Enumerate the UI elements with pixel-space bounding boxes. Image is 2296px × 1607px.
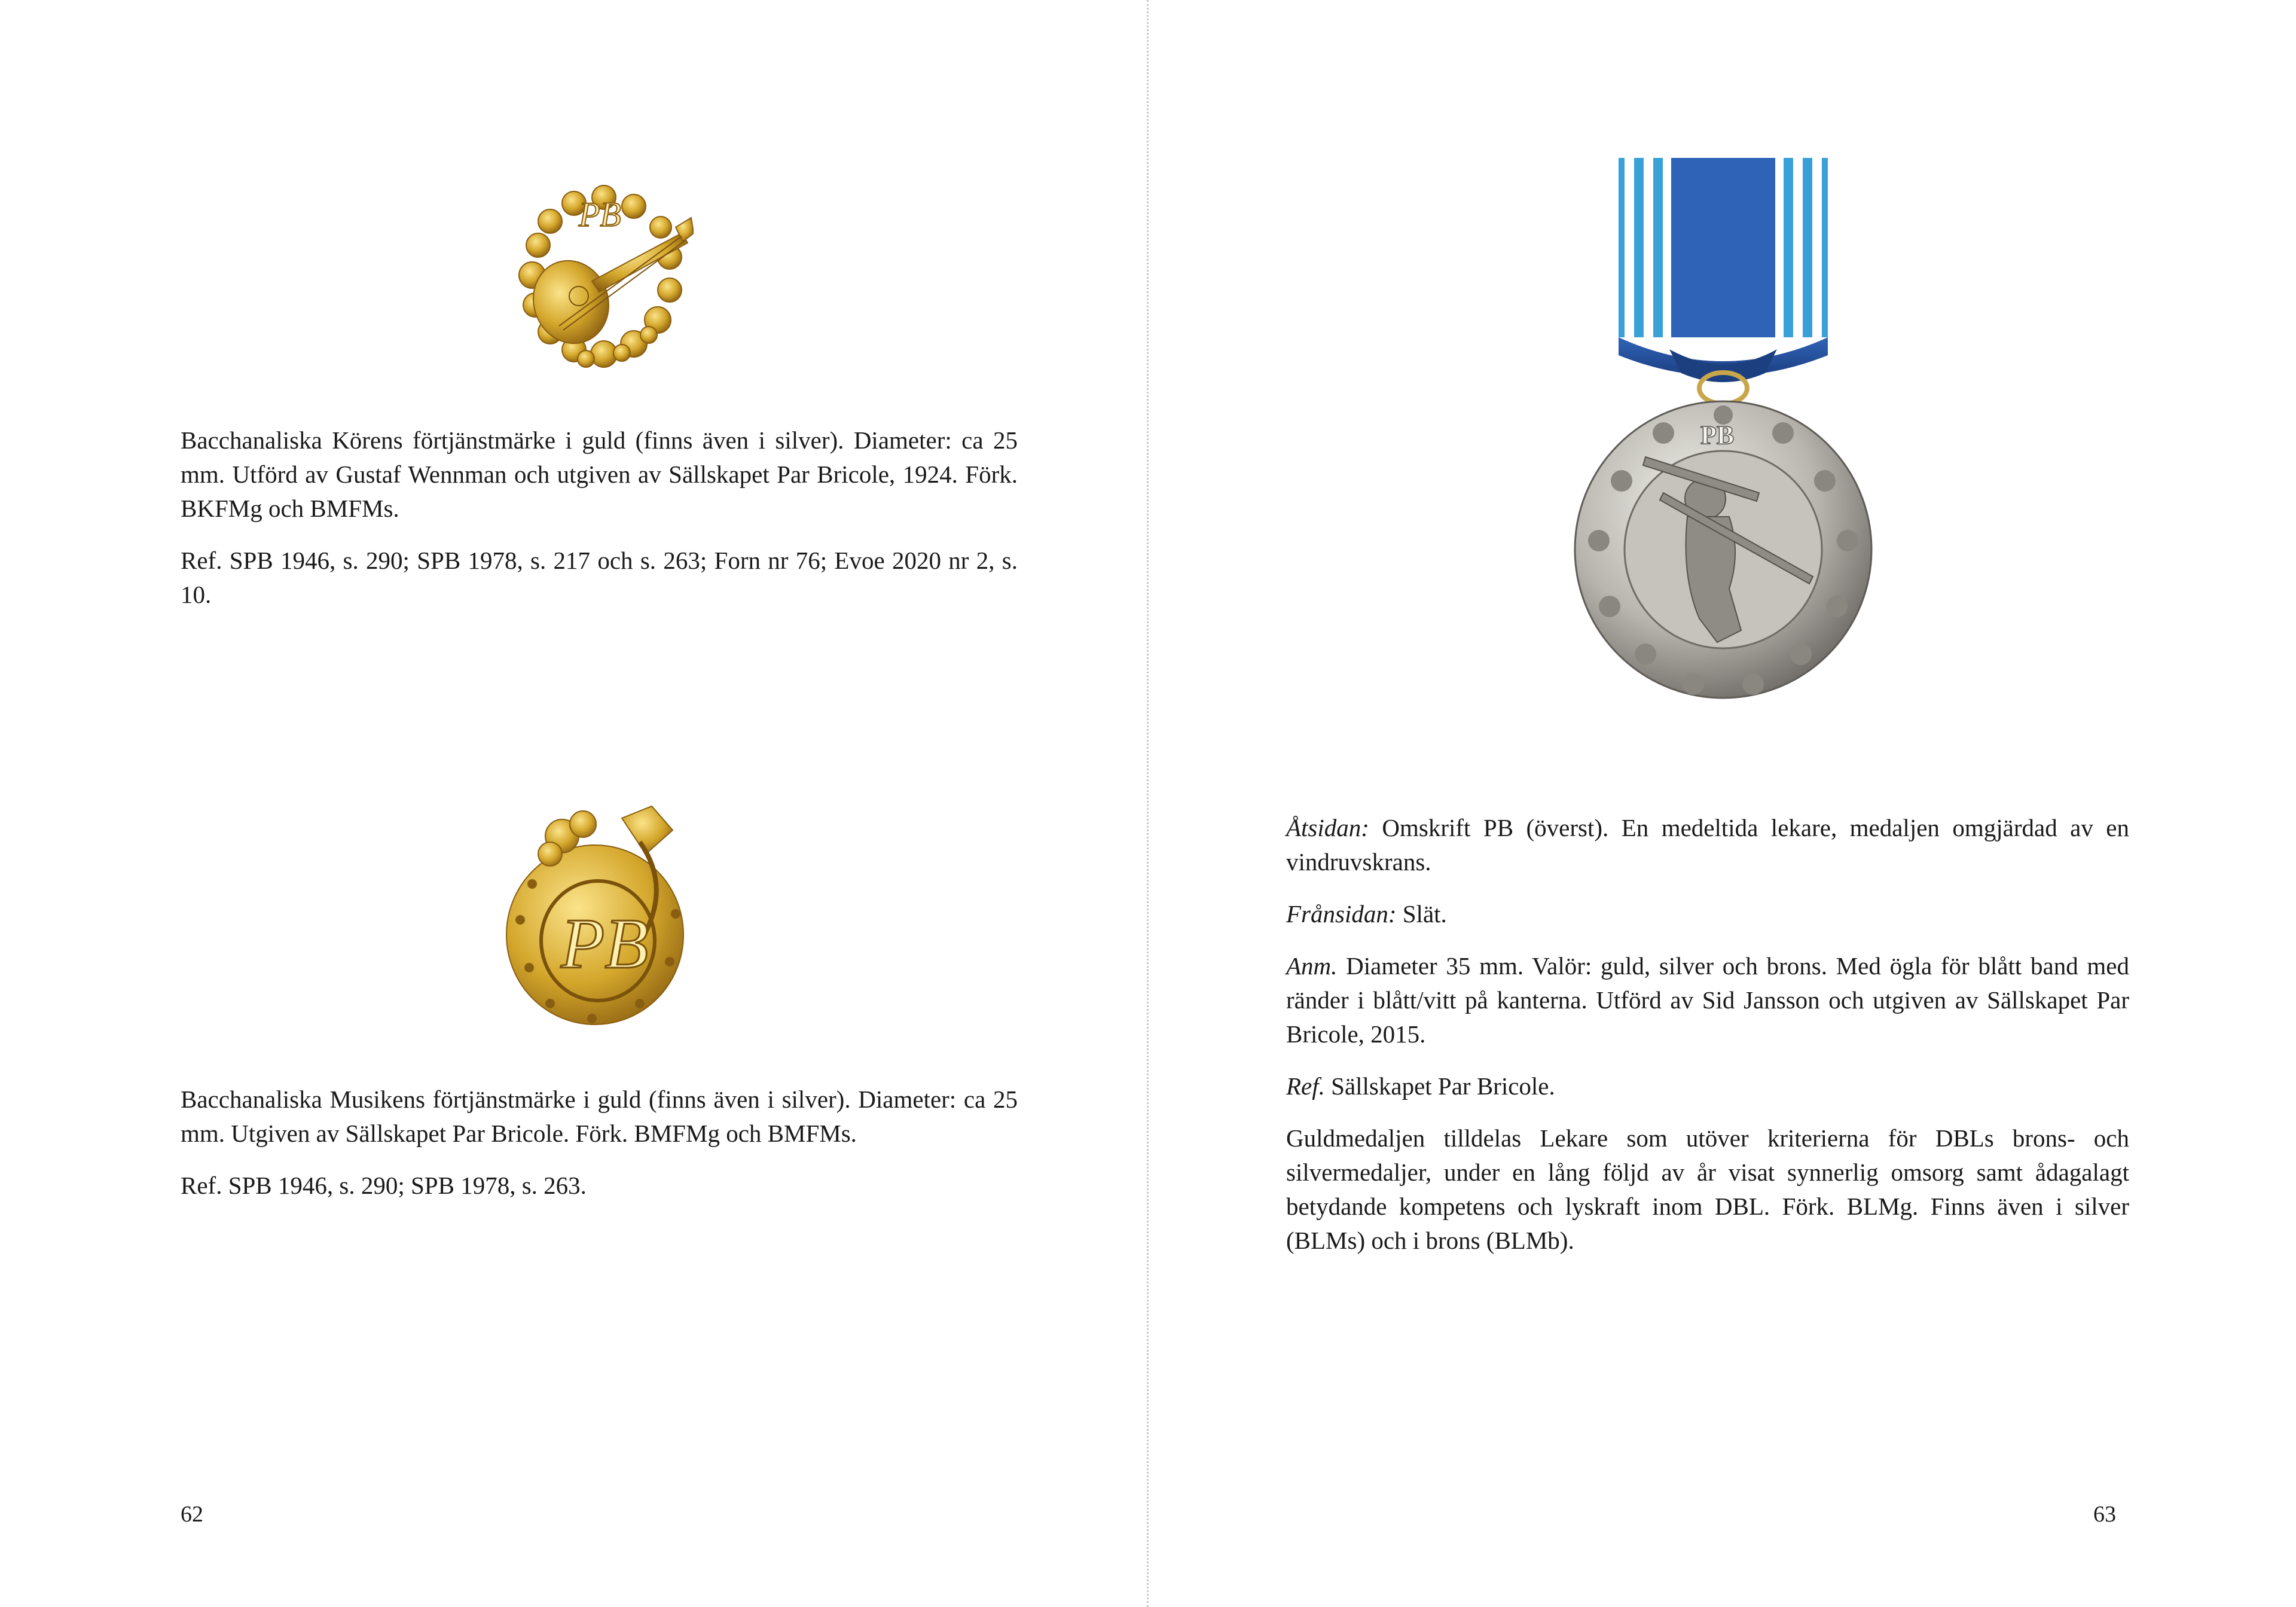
horn-badge-reference: Ref. SPB 1946, s. 290; SPB 1978, s. 263. <box>181 1172 587 1199</box>
medal-criteria-paragraph: Guldmedaljen tilldelas Lekare som utöver kriterierna för DBLs brons- och silvermedaljer, under en lång följd av år visat synnerlig omsorg samt ådagalagt betydande kompetens och lyskraft inom DBL. Förk. BLMg. Finns även i silver (BLMs) och i brons (BLMb). <box>1286 1124 2129 1254</box>
page-gutter <box>1147 0 1149 1607</box>
gold-lute-badge-icon <box>508 179 694 377</box>
badge-pb-monogram: PB <box>561 904 649 983</box>
lute-badge-text <box>181 423 1018 630</box>
reference-text: Sällskapet Par Bricole. <box>1331 1072 1555 1100</box>
reference-paragraph <box>1286 1069 2129 1103</box>
medal-description <box>1286 811 2129 1276</box>
right-page <box>1149 0 2296 1607</box>
reverse-label: Frånsidan: <box>1286 900 1397 928</box>
note-paragraph <box>1286 949 2129 1051</box>
horn-badge-description: Bacchanaliska Musikens förtjänstmärke i guld (finns även i silver). Diameter: ca 25 mm. Utgiven av Sällskapet Par Bricole. Förk. BMFMg och BMFMs. <box>181 1085 1018 1147</box>
reference-label: Ref. <box>1286 1072 1325 1100</box>
medal-pb-inscription: PB <box>1700 420 1735 450</box>
note-text: Diameter 35 mm. Valör: guld, silver och brons. Med ögla för blått band med ränder i blått/vitt på kanterna. Utförd av Sid Jansson och utgiven av Sällskapet Par Bricole, 2015. <box>1286 952 2130 1048</box>
page-number-left: 62 <box>181 1502 203 1527</box>
obverse-paragraph <box>1286 811 2129 879</box>
reverse-text: Slät. <box>1402 900 1447 928</box>
note-label: Anm. <box>1286 952 1338 980</box>
left-page <box>0 0 1147 1607</box>
reverse-paragraph <box>1286 897 2129 931</box>
obverse-text: Omskrift PB (överst). En medeltida lekare, medaljen omgjärdad av en vindruvskrans. <box>1286 814 2129 876</box>
badge-pb-monogram: PB <box>579 195 621 234</box>
silver-medal-with-ribbon-icon <box>1562 158 1885 706</box>
page-number-right: 63 <box>2093 1502 2116 1527</box>
obverse-label: Åtsidan: <box>1286 814 1369 841</box>
lute-badge-reference: Ref. SPB 1946, s. 290; SPB 1978, s. 217 och s. 263; Forn nr 76; Evoe 2020 nr 2, s. 10. <box>181 547 1018 608</box>
horn-badge-text <box>181 1082 1018 1221</box>
gold-horn-badge-icon <box>496 800 700 1033</box>
lute-badge-description: Bacchanaliska Körens förtjänstmärke i guld (finns även i silver). Diameter: ca 25 mm. Utförd av Gustaf Wennman och utgiven av Sällskapet Par Bricole, 1924. Förk. BKFMg och BMFMs. <box>181 426 1018 522</box>
